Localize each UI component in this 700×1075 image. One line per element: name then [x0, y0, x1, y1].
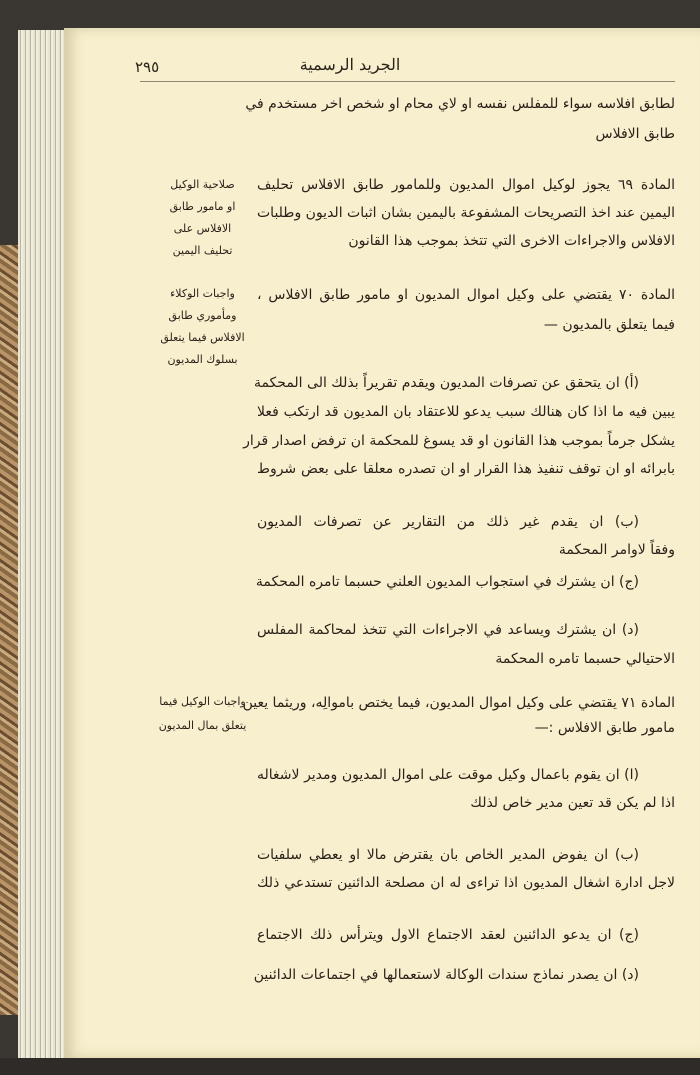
clause-b-line: (ب) ان يقدم غير ذلك من التقارير عن تصرفات المديون	[257, 514, 639, 530]
note-line: تحليف اليمين	[172, 244, 233, 257]
page-stack-edge	[18, 30, 68, 1058]
clause-1-line: اذا لم يكن قد تعين مدير خاص لذلك	[470, 795, 675, 811]
clause-a-line: بابرائه او ان توقف تنفيذ هذا القرار او ان تصدره معلقا على بعض شروط	[257, 461, 675, 477]
article-70-line: فيما يتعلق بالمديون —	[543, 317, 675, 333]
clause-d2-line: (د) ان يصدر نماذج سندات الوكالة لاستعمالها في اجتماعات الدائنين	[253, 967, 639, 983]
clause-a-line: يبين فيه ما اذا كان هنالك سبب يدعو للاعتقاد بان المديون قد ارتكب فعلا	[257, 404, 675, 420]
article-71-line: المادة ٧١ يقتضي على وكيل اموال المديون، فيما يختص باموالِه، وريثما يعين	[242, 695, 675, 711]
clause-b2-line: لاجل ادارة اشغال المديون اذا تراءى له ان مصلحة الدائنين تستدعي ذلك	[257, 875, 675, 891]
note-line: يتعلق بمال المديون	[158, 719, 247, 732]
clause-j-line: (ج) ان يشترك في استجواب المديون العلني حسبما تامره المحكمة	[255, 574, 639, 590]
running-header: الجريد الرسمية	[299, 55, 401, 74]
text-line: لطابق افلاسه سواء للمفلس نفسه او لاي محام او شخص اخر مستخدم في	[245, 96, 675, 112]
margin-note-70	[155, 283, 250, 371]
margin-note-69	[155, 174, 250, 262]
note-line: الافلاس فيما يتعلق	[160, 331, 245, 344]
article-69-line: اليمين عند اخذ التصريحات المشفوعة باليمين بشان اثبات الديون وطلبات	[257, 205, 675, 221]
page-number: ٢٩٥	[135, 58, 160, 76]
note-line: بسلوك المديون	[167, 353, 238, 366]
article-70-line: المادة ٧٠ يقتضي على وكيل اموال المديون او مامور طابق الافلاس ،	[257, 287, 675, 303]
clause-1-line: (ا) ان يقوم باعمال وكيل موقت على اموال المديون ومدير لاشغاله	[257, 767, 639, 783]
note-line: الافلاس على	[173, 222, 232, 235]
article-71-line: مامور طابق الافلاس :—	[534, 720, 675, 736]
note-line: ومأموري طابق	[168, 309, 237, 322]
note-line: واجبات الوكلاء	[170, 287, 235, 300]
clause-j2-line: (ج) ان يدعو الدائنين لعقد الاجتماع الاول ويترأس ذلك الاجتماع	[257, 927, 639, 943]
clause-a-line: يشكل جرماً بموجب هذا القانون او قد يسوغ للمحكمة ان ترفض اصدار قرار	[243, 433, 675, 449]
margin-note-71	[155, 690, 250, 738]
header-rule	[140, 81, 675, 82]
note-line: واجبات الوكيل فيما	[159, 695, 246, 708]
article-69-line: الافلاس والاجراءات الاخرى التي تتخذ بموجب هذا القانون	[348, 233, 675, 249]
clause-a-line: (أ) ان يتحقق عن تصرفات المديون ويقدم تقريراً بذلك الى المحكمة	[253, 375, 639, 391]
clause-b-line: وفقاً لاوامر المحكمة	[558, 542, 675, 558]
clause-d-line: الاحتيالي حسبما تامره المحكمة	[495, 651, 675, 667]
note-line: صلاحية الوكيل	[170, 178, 235, 191]
clause-b2-line: (ب) ان يفوض المدير الخاص بان يقترض مالا او يعطي سلفيات	[257, 847, 639, 863]
note-line: او مامور طابق	[169, 200, 236, 213]
text-line: طابق الافلاس	[595, 126, 675, 142]
clause-d-line: (د) ان يشترك ويساعد في الاجراءات التي تتخذ لمحاكمة المفلس	[257, 622, 639, 638]
article-69-line: المادة ٦٩ يجوز لوكيل اموال المديون وللمامور طابق الافلاس تحليف	[257, 177, 675, 193]
bottom-shadow	[0, 1058, 700, 1075]
